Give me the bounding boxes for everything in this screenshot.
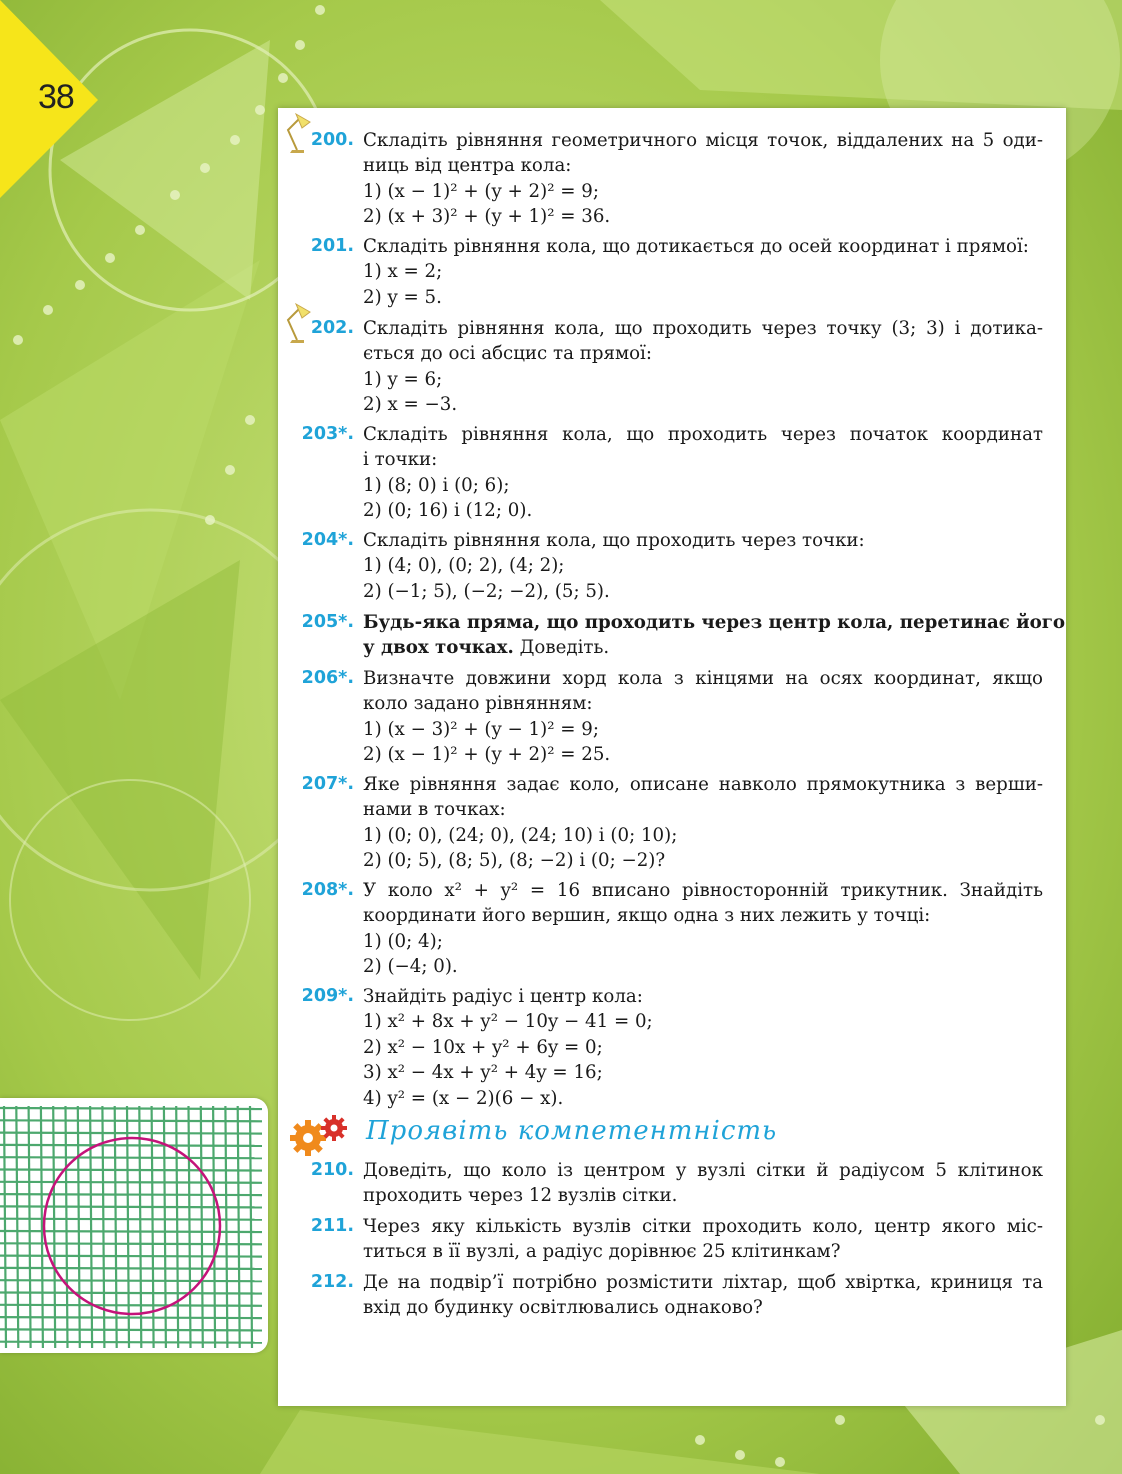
task-item: 1) (0; 4); — [363, 930, 443, 952]
task-item: 4) y² = (x − 2)(6 − x). — [363, 1087, 564, 1109]
desk-lamp-icon — [282, 302, 312, 344]
task-text: Складіть рівняння кола, що дотикається до осей координат і прямої: — [363, 236, 1029, 257]
task-text: ється до осі абсцис та прямої: — [363, 343, 652, 365]
grid-circle-figure — [0, 1098, 268, 1353]
task-number: 201. — [310, 236, 354, 256]
grid-illustration — [0, 1098, 268, 1353]
task-text: Доведіть, що коло із центром у вузлі сітки й радіусом 5 клітинок — [363, 1160, 1043, 1181]
section-title: Проявіть компетентність — [366, 1116, 778, 1146]
grid-line — [0, 1120, 262, 1121]
task-text: титься в її вузлі, а радіус дорівнює 25 клітинкам? — [363, 1241, 841, 1263]
task-number: 203*. — [301, 424, 354, 444]
task-text: Будь-яка пряма, що проходить через центр кола, перетинає його — [363, 612, 1066, 633]
task-item: 1) (8; 0) і (0; 6); — [363, 474, 510, 496]
grid-line — [0, 1231, 262, 1232]
grid-line — [0, 1219, 262, 1220]
task-text: і точки: — [363, 449, 438, 471]
task-item: 2) (x + 3)² + (y + 1)² = 36. — [363, 206, 611, 228]
grid-line — [201, 1106, 203, 1348]
task-number: 200. — [310, 130, 354, 150]
grid-line — [0, 1170, 262, 1171]
task-text: У коло x² + y² = 16 вписано рівносторонній трикутник. Знайдіть — [363, 880, 1043, 901]
task-number: 206*. — [301, 668, 354, 688]
desk-lamp-icon — [282, 112, 312, 154]
grid-line — [238, 1106, 240, 1348]
task-text: Знайдіть радіус і центр кола: — [363, 986, 643, 1007]
grid-line — [41, 1106, 43, 1348]
task-text: Складіть рівняння кола, що проходить через початок координат — [363, 424, 1043, 445]
grid-line — [78, 1106, 80, 1348]
task-text: коло задано рівнянням: — [363, 693, 593, 715]
task-number: 208*. — [301, 880, 354, 900]
grid-line — [0, 1182, 262, 1183]
task-text: у двох точках. — [363, 637, 514, 659]
task-item: 2) (0; 5), (8; 5), (8; −2) і (0; −2)? — [363, 850, 666, 872]
task-text: Складіть рівняння кола, що проходить через точки: — [363, 530, 865, 551]
task-item: 1) (4; 0), (0; 2), (4; 2); — [363, 555, 565, 577]
task-item: 2) (−1; 5), (−2; −2), (5; 5). — [363, 580, 610, 602]
grid-line — [139, 1106, 141, 1348]
grid-line — [0, 1206, 262, 1207]
task-number: 212. — [310, 1272, 354, 1292]
task-text: ниць від центра кола: — [363, 155, 572, 177]
grid-line — [29, 1106, 31, 1348]
task-item: 2) (0; 16) і (12; 0). — [363, 500, 533, 522]
task-text: Через яку кількість вузлів сітки проходить коло, центр якого міс- — [363, 1216, 1043, 1237]
task-item: 2) (−4; 0). — [363, 956, 458, 978]
task-text: вхід до будинку освітлювались однаково? — [363, 1297, 763, 1319]
task-item: 1) (x − 1)² + (y + 2)² = 9; — [363, 180, 599, 202]
task-number: 205*. — [301, 612, 354, 632]
grid-line — [4, 1106, 6, 1348]
grid-line — [127, 1106, 129, 1348]
task-text: Складіть рівняння кола, що проходить через точку (3; 3) і дотика- — [363, 318, 1043, 339]
grid-line — [0, 1243, 262, 1244]
grid-line — [0, 1329, 262, 1330]
task-item: 1) (x − 3)² + (y − 1)² = 9; — [363, 718, 599, 740]
page-number: 38 — [38, 78, 74, 116]
task-number: 204*. — [301, 530, 354, 550]
task-number: 209*. — [301, 986, 354, 1006]
task-item: 2) x² − 10x + y² + 6y = 0; — [363, 1036, 603, 1058]
task-text: координати його вершин, якщо одна з них лежить у точці: — [363, 905, 931, 927]
task-item: 3) x² − 4x + y² + 4y = 16; — [363, 1062, 603, 1084]
task-text: проходить через 12 вузлів сітки. — [363, 1185, 678, 1207]
task-text: Визначте довжини хорд кола з кінцями на осях координат, якщо — [363, 668, 1043, 689]
task-item: 2) x = −3. — [363, 394, 458, 416]
grid-line — [0, 1256, 262, 1257]
task-item: 1) x² + 8x + y² − 10y − 41 = 0; — [363, 1011, 653, 1033]
grid-line — [53, 1106, 55, 1348]
exercise-panel — [278, 108, 1066, 1406]
grid-line — [0, 1194, 262, 1195]
grid-line — [250, 1106, 252, 1348]
grid-line — [16, 1106, 18, 1348]
grid-line — [0, 1145, 262, 1146]
task-number: 211. — [310, 1216, 354, 1236]
task-text: Складіть рівняння геометричного місця точок, віддалених на 5 оди- — [363, 130, 1043, 151]
task-number: 207*. — [301, 774, 354, 794]
task-item: 2) (x − 1)² + (y + 2)² = 25. — [363, 744, 611, 766]
task-text: нами в точках: — [363, 799, 506, 821]
grid-line — [0, 1108, 262, 1109]
grid-line — [0, 1342, 262, 1343]
grid-line — [0, 1305, 262, 1306]
grid-line — [0, 1133, 262, 1134]
grid-line — [0, 1157, 262, 1158]
grid-line — [0, 1293, 262, 1294]
grid-line — [225, 1106, 227, 1348]
grid-line — [213, 1106, 215, 1348]
task-item: 1) y = 6; — [363, 368, 443, 390]
grid-line — [66, 1106, 68, 1348]
grid-line — [164, 1106, 166, 1348]
grid-line — [189, 1106, 191, 1348]
task-text: Де на подвір’ї потрібно розмістити ліхтар, щоб хвіртка, криниця та — [363, 1272, 1043, 1293]
task-item: 1) (0; 0), (24; 0), (24; 10) і (0; 10); — [363, 824, 678, 846]
task-item: 1) x = 2; — [363, 261, 443, 283]
task-text: Доведіть. — [513, 637, 610, 659]
task-number: 202. — [310, 318, 354, 338]
grid-line — [90, 1106, 92, 1348]
grid-line — [0, 1268, 262, 1269]
task-number: 210. — [310, 1160, 354, 1180]
task-text: Яке рівняння задає коло, описане навколо прямокутника з верши- — [363, 774, 1043, 795]
grid-line — [0, 1280, 262, 1281]
grid-line — [176, 1106, 178, 1348]
task-item: 2) y = 5. — [363, 286, 442, 308]
gears-icon — [288, 1114, 354, 1156]
grid-line — [0, 1317, 262, 1318]
